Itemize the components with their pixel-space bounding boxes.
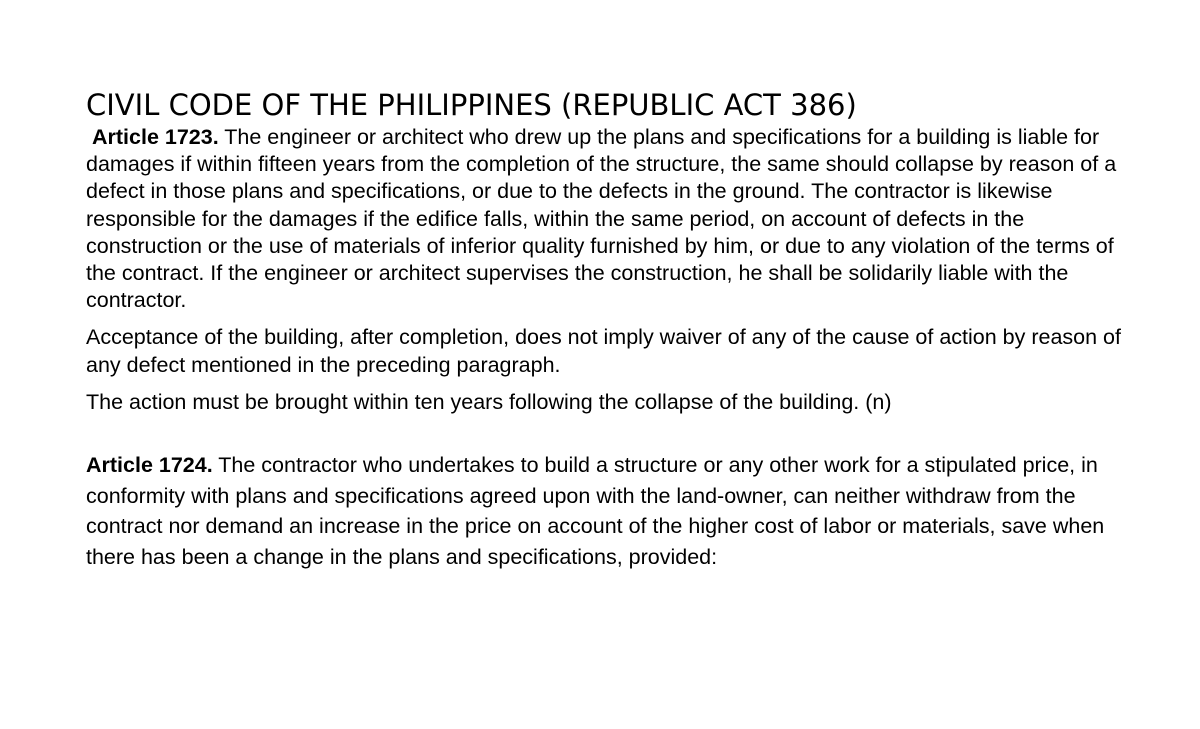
article-1724-text: The contractor who undertakes to build a structure or any other work for a stipulated price, in conformity with plans and specifications agreed upon with the land-owner, can neither withdraw from the contract nor demand an increase in the price on account of the higher cost of labor or materials, save when there has been a change in the plans and specifications, provided:: [86, 453, 1111, 569]
article-1724-paragraph: [86, 450, 1126, 572]
article-1723-paragraph: [86, 124, 1126, 314]
article-1723-label: Article 1723.: [86, 125, 219, 149]
acceptance-paragraph: Acceptance of the building, after completion, does not imply waiver of any of the cause of action by reason of any defect mentioned in the preceding paragraph.: [86, 325, 1121, 377]
article-1724-label: Article 1724.: [86, 453, 213, 478]
article-1723-text: The engineer or architect who drew up the plans and specifications for a building is liable for damages if within fifteen years from the completion of the structure, the same should collapse by reason of a defect in those plans and specifications, or due to the defects in the ground. The contractor is likewise responsible for the damages if the edifice falls, within the same period, on account of defects in the construction or the use of materials of inferior quality furnished by him, or due to any violation of the terms of the contract. If the engineer or architect supervises the construction, he shall be solidarily liable with the contractor.: [86, 125, 1123, 313]
document-page: [86, 86, 1126, 572]
document-title: CIVIL CODE OF THE PHILIPPINES (REPUBLIC ACT 386): [86, 88, 857, 122]
action-paragraph: The action must be brought within ten years following the collapse of the building. (n): [86, 389, 892, 414]
